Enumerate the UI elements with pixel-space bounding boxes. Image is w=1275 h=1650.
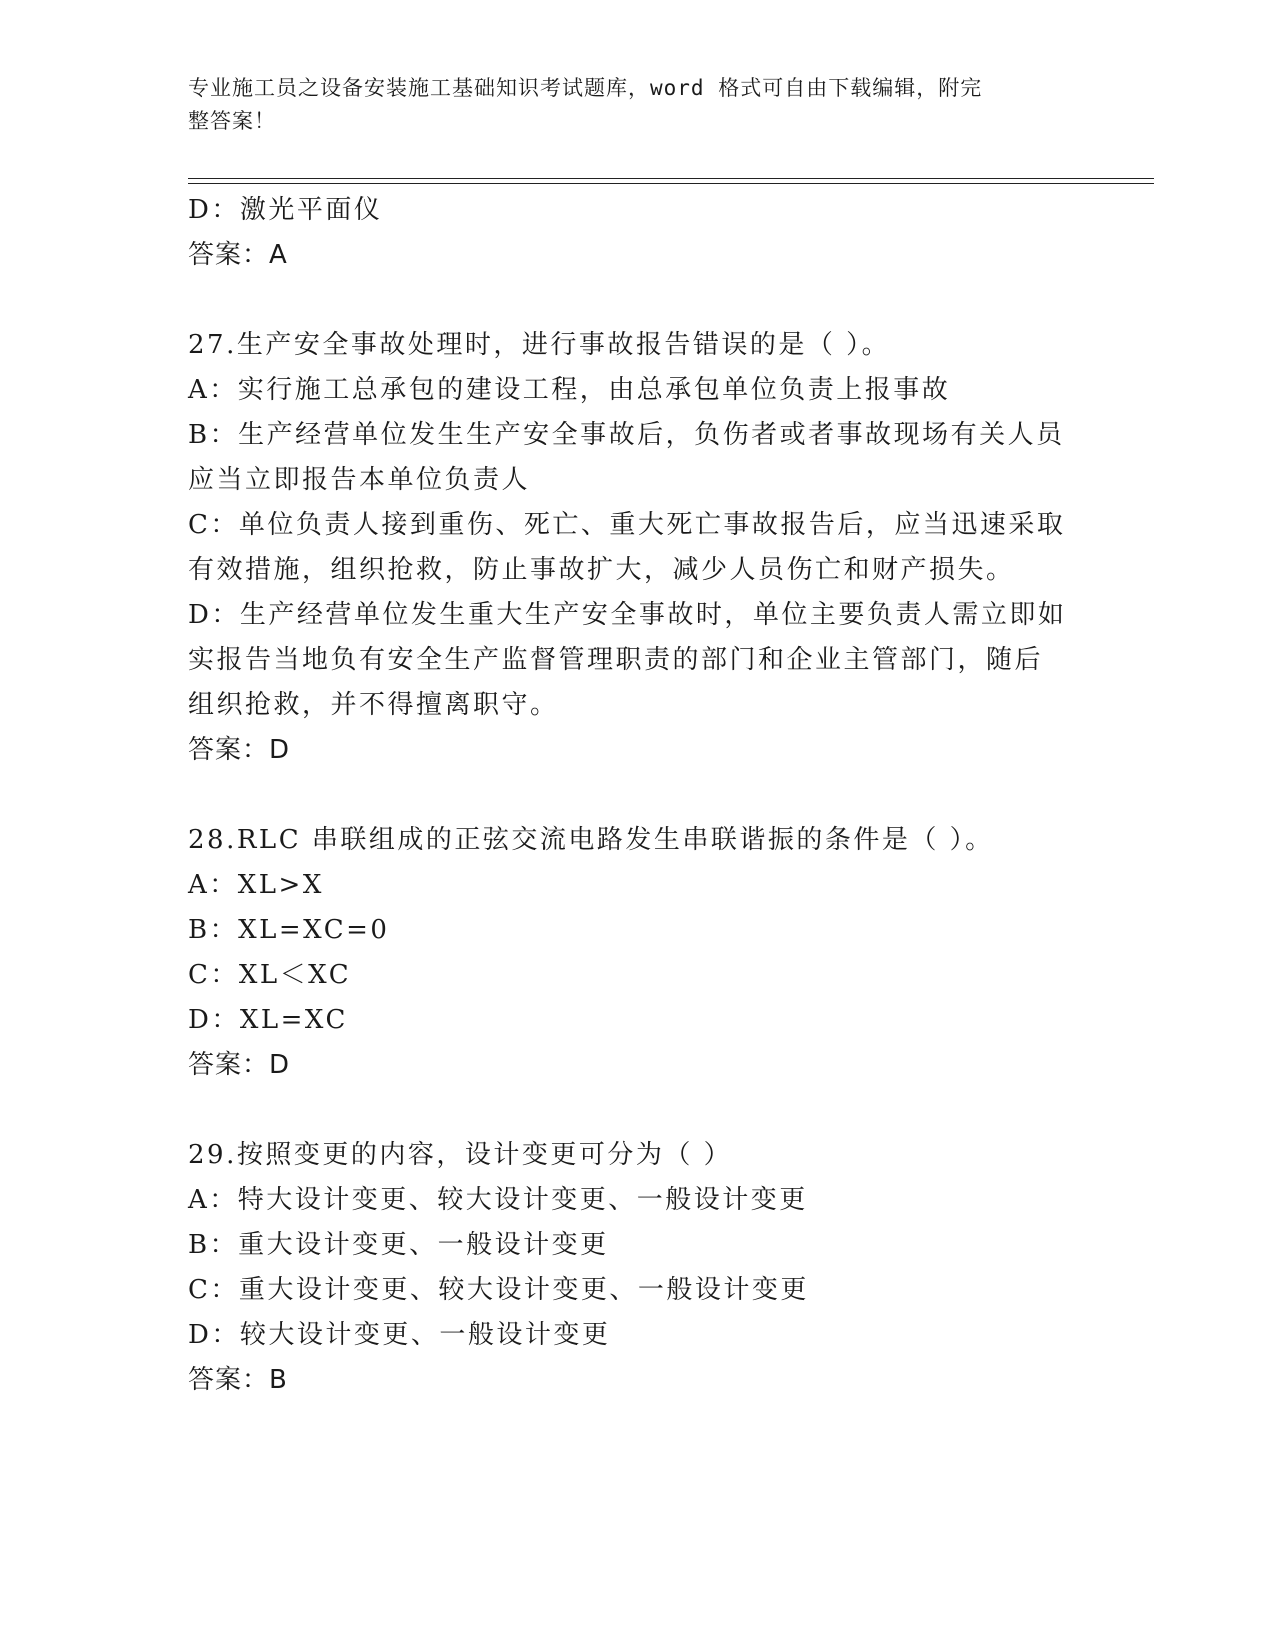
previous-question-tail [188,188,1088,278]
option-d: D：XL=XC [188,1005,348,1035]
answer-line: 答案：B [188,1365,288,1395]
header-divider-bottom [188,183,1154,184]
option-b-line-2: 应当立即报告本单位负责人 [188,465,531,495]
option-d: D：较大设计变更、一般设计变更 [188,1320,611,1350]
question-29 [188,1133,1088,1403]
question-27 [188,323,1088,773]
option-c-line-2: 有效措施，组织抢救，防止事故扩大，减少人员伤亡和财产损失。 [188,555,1015,585]
spacer [188,278,1088,323]
question-text: 27.生产安全事故处理时，进行事故报告错误的是（ ）。 [188,330,891,360]
option-c: C：重大设计变更、较大设计变更、一般设计变更 [188,1275,809,1305]
question-text: 29.按照变更的内容，设计变更可分为（ ） [188,1140,733,1170]
option-b-line-1: B：生产经营单位发生生产安全事故后，负伤者或者事故现场有关人员 [188,420,1065,450]
option-c: C：XL＜XC [188,960,352,990]
option-d-line-2: 实报告当地负有安全生产监督管理职责的部门和企业主管部门，随后 [188,645,1044,675]
answer-line: 答案：D [188,735,291,765]
header-line-1: 专业施工员之设备安装施工基础知识考试题库，word 格式可自由下载编辑，附完 [188,76,983,100]
option-b: B：XL=XC=0 [188,915,390,945]
option-a: A：XL>X [188,870,324,900]
document-header [188,72,1088,138]
spacer [188,773,1088,818]
header-divider-top [188,178,1154,179]
question-list [188,188,1088,1403]
header-line-2: 整答案！ [188,109,276,133]
option-d-line-1: D：生产经营单位发生重大生产安全事故时，单位主要负责人需立即如 [188,600,1067,630]
option-b: B：重大设计变更、一般设计变更 [188,1230,609,1260]
answer-line: 答案：A [188,240,288,270]
question-text: 28.RLC 串联组成的正弦交流电路发生串联谐振的条件是（ ）。 [188,825,994,855]
answer-line: 答案：D [188,1050,291,1080]
option-a: A：实行施工总承包的建设工程，由总承包单位负责上报事故 [188,375,951,405]
option-c-line-1: C：单位负责人接到重伤、死亡、重大死亡事故报告后，应当迅速采取 [188,510,1066,540]
option-d: D：激光平面仪 [188,195,383,225]
question-28 [188,818,1088,1088]
spacer [188,1088,1088,1133]
option-d-line-3: 组织抢救，并不得擅离职守。 [188,690,559,720]
option-a: A：特大设计变更、较大设计变更、一般设计变更 [188,1185,808,1215]
